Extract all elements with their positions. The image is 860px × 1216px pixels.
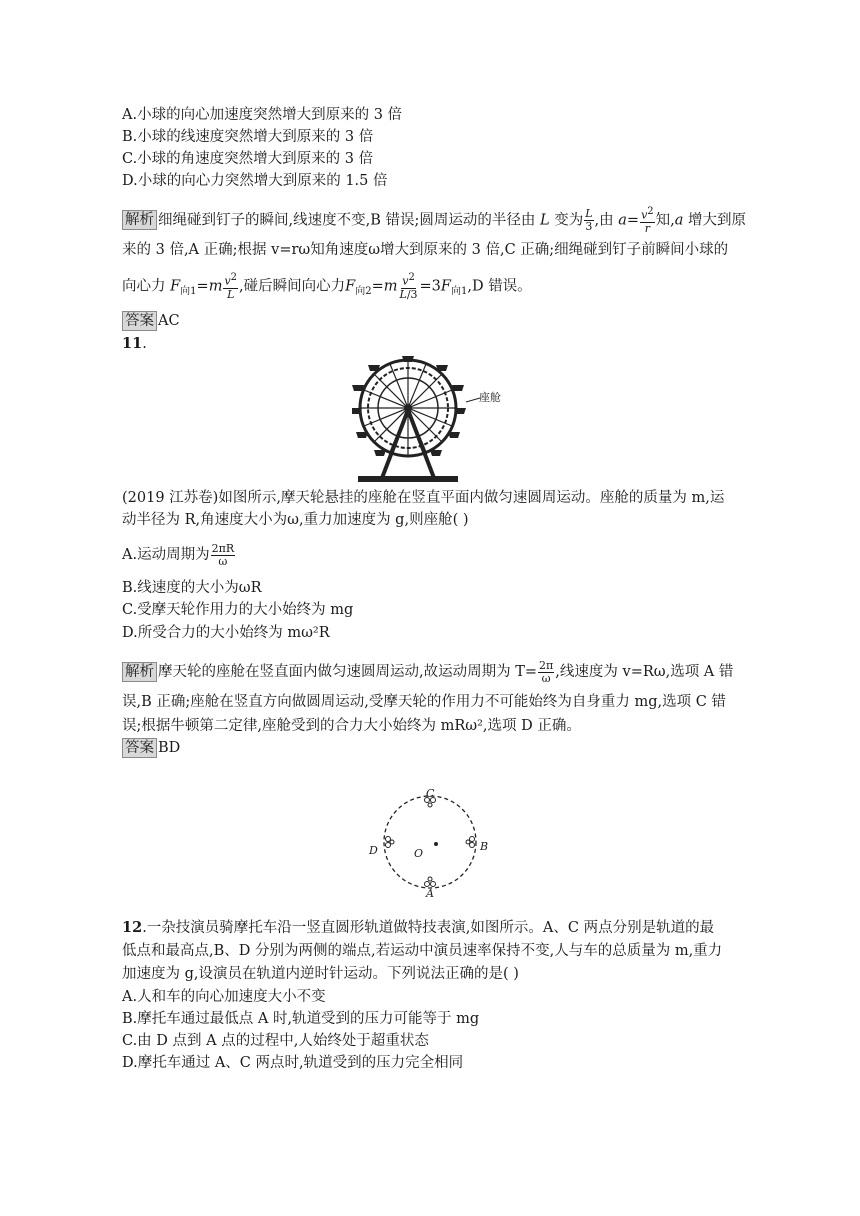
fraction: $\frac{v^2}{r}$ [641,206,654,235]
q10-option-c: C.小球的角速度突然增大到原来的 3 倍 [122,151,374,167]
q11-option-b: B.线速度的大小为ωR [122,580,262,596]
label-a: A [426,887,434,898]
ferris-wheel-figure [352,352,502,484]
ferris-wheel-icon [352,356,480,482]
q11-answer: 答案 BD [122,738,180,758]
q11-number: 11. [122,335,147,352]
answer-tag: 答案 [122,738,157,758]
q12-option-b: B.摩托车通过最低点 A 时,轨道受到的压力可能等于 mg [122,1011,480,1027]
q10-option-b: B.小球的线速度突然增大到原来的 3 倍 [122,129,374,145]
label-o: O [414,847,424,860]
label-d: D [369,844,378,857]
q11-analysis-line-3: 误;根据牛顿第二定律,座舱受到的合力大小始终为 mRω²,选项 D 正确。 [122,718,581,734]
q11-analysis-line-1: 解析 摩天轮的座舱在竖直面内做匀速圆周运动,故运动周期为 T= $\frac{2\pi}{\omega}$ ,线速度为 v=Rω,选项 A 错 [122,657,733,687]
q10-option-d: D.小球的向心力突然增大到原来的 1.5 倍 [122,173,388,189]
q10-analysis-line-3: 向心力 $F_{向1}=m$ $\frac{v^2}{L}$ ,碰后瞬间向心力$F_{向2}=m$ $\frac{v^2}{L/3}$ $=3F_{向1},D$ 错误。 [122,272,532,301]
figure-label-seat: 座舱 [479,391,501,404]
q10-analysis-line-2: 来的 3 倍,A 正确;根据 v=rω知角速度ω增大到原来的 3 倍,C 正确;细绳碰到钉子前瞬间小球的 [122,242,729,258]
q10-answer: 答案 AC [122,311,180,331]
fraction: $\frac{L}{3}$ [585,206,593,233]
q11-option-d: D.所受合力的大小始终为 mω²R [122,625,330,641]
center-point [434,842,438,846]
fraction: $\frac{2\pi R}{\omega}$ [211,541,235,568]
q12-option-a: A.人和车的向心加速度大小不变 [122,989,326,1005]
q10-option-a: A.小球的向心加速度突然增大到原来的 3 倍 [122,107,403,123]
analysis-tag: 解析 [122,662,157,682]
fraction: $\frac{v^2}{L}$ [224,272,238,301]
q10-analysis-line-1: 解析 细绳碰到钉子的瞬间,线速度不变,B 错误;圆周运动的半径由 L 变为 $\frac{L}{3}$ ,由 a= $\frac{v^2}{r}$ 知,a 增大到原 [122,206,746,235]
q11-stem-line-1: (2019 江苏卷)如图所示,摩天轮悬挂的座舱在竖直平面内做匀速圆周运动。座舱的质量为 m,运 [122,490,725,506]
fraction: $\frac{v^2}{L/3}$ [399,272,418,301]
label-b: B [480,840,489,853]
q12-option-c: C.由 D 点到 A 点的过程中,人始终处于超重状态 [122,1033,429,1049]
q11-option-a: A.运动周期为 $\frac{2\pi R}{\omega}$ [122,541,235,568]
q11-stem-line-2: 动半径为 R,角速度大小为ω,重力加速度为 g,则座舱( ) [122,512,469,528]
answer-tag: 答案 [122,311,157,331]
analysis-tag: 解析 [122,210,157,230]
q12-stem-line-3: 加速度为 g,设演员在轨道内逆时针运动。下列说法正确的是( ) [122,966,519,982]
circular-track-diagram [364,786,494,898]
q12-stem-line-2: 低点和最高点,B、D 分别为两侧的端点,若运动中演员速率保持不变,人与车的总质量为 m,重力 [122,943,723,959]
label-c: C [426,787,435,800]
q11-option-c: C.受摩天轮作用力的大小始终为 mg [122,602,354,618]
motorcycle-icon [386,798,475,887]
fraction: $\frac{2\pi}{\omega}$ [539,658,554,685]
track-circle [384,796,476,888]
q11-analysis-line-2: 误,B 正确;座舱在竖直方向做圆周运动,受摩天轮的作用力不可能始终为自身重力 mg,选项 C 错 [122,694,726,710]
q12-stem-line-1: 12.一杂技演员骑摩托车沿一竖直圆形轨道做特技表演,如图所示。A、C 两点分别是轨道的最 [122,919,715,936]
q12-option-d: D.摩托车通过 A、C 两点时,轨道受到的压力完全相同 [122,1055,464,1071]
